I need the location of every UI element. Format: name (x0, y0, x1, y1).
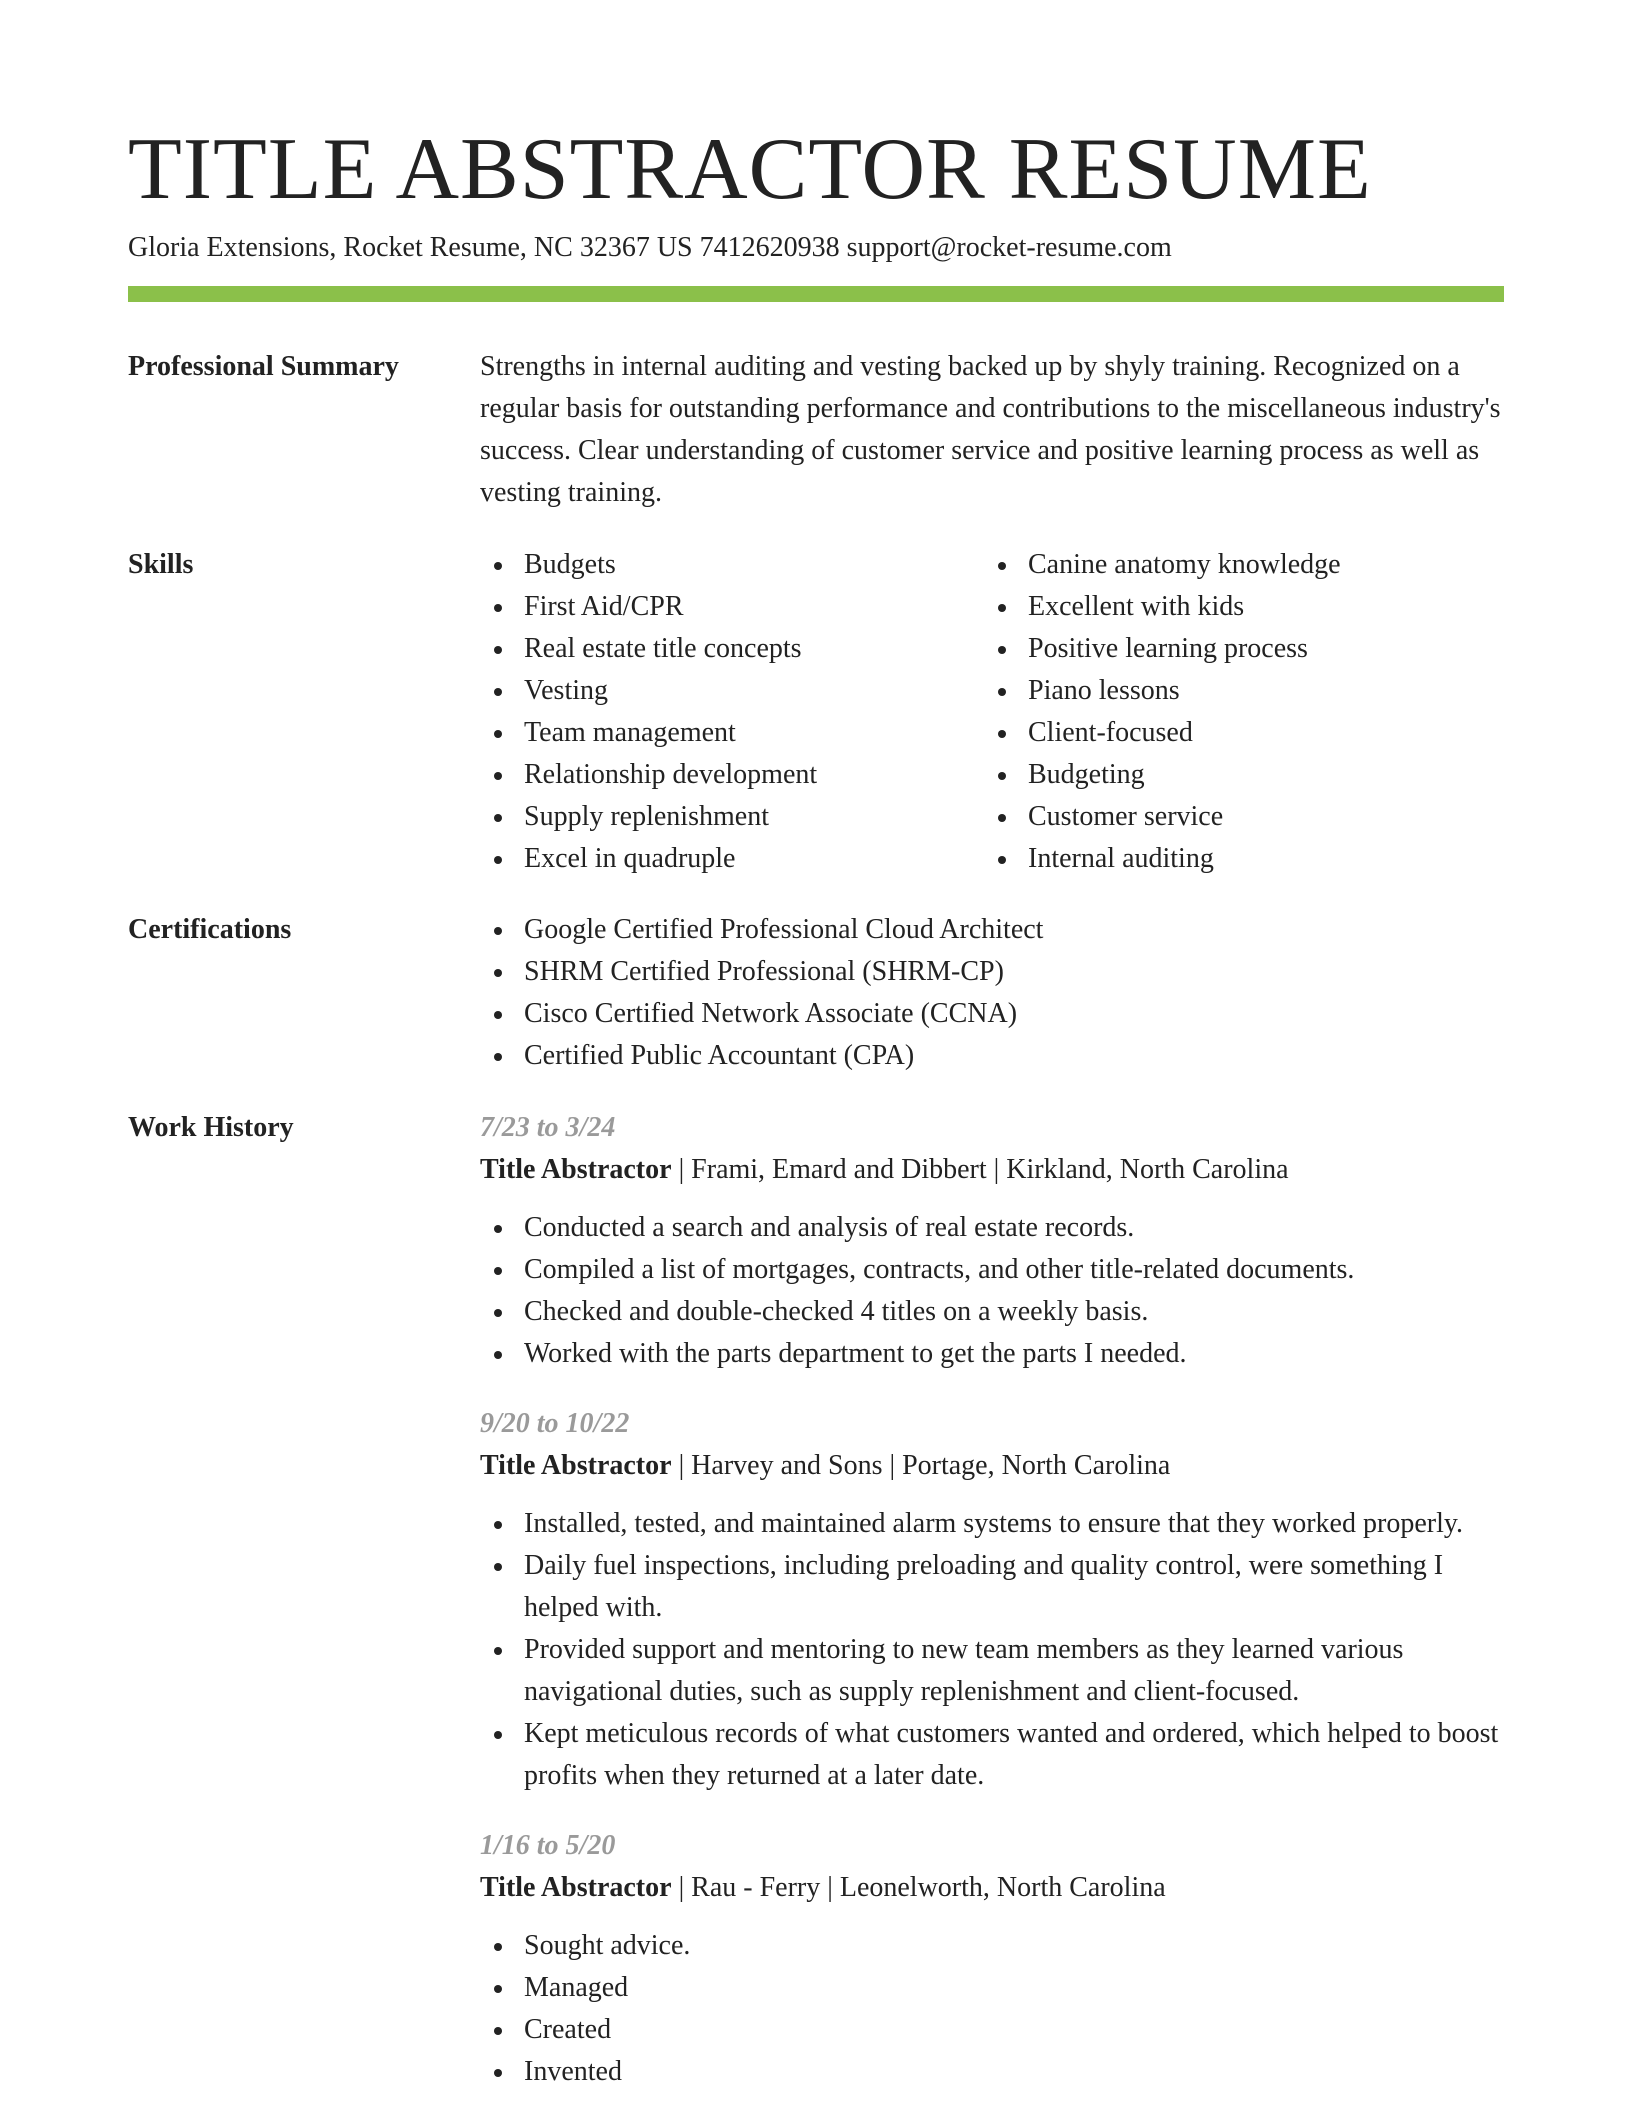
skill-item: Vesting (480, 670, 984, 712)
certifications-list (480, 909, 1504, 1077)
summary-label: Professional Summary (128, 351, 399, 382)
job-duty-item: Checked and double-checked 4 titles on a weekly basis. (480, 1291, 1504, 1333)
job-heading (480, 1149, 1504, 1191)
skill-item: Relationship development (480, 754, 984, 796)
certification-item: Certified Public Accountant (CPA) (480, 1035, 1504, 1077)
skills-label: Skills (128, 549, 194, 580)
certification-item: SHRM Certified Professional (SHRM-CP) (480, 951, 1504, 993)
job-duty-item: Daily fuel inspections, including preloading and quality control, were something I helped with. (480, 1545, 1504, 1629)
skill-item: Customer service (984, 796, 1488, 838)
job-heading (480, 1445, 1504, 1487)
certification-item: Cisco Certified Network Associate (CCNA) (480, 993, 1504, 1035)
skill-item: Real estate title concepts (480, 628, 984, 670)
job-duty-item: Managed (480, 1967, 1504, 2009)
certification-item: Google Certified Professional Cloud Architect (480, 909, 1504, 951)
job-title: Title Abstractor (480, 1154, 672, 1185)
job-title: Title Abstractor (480, 1872, 672, 1903)
skill-item: Budgets (480, 544, 984, 586)
skill-item: Positive learning process (984, 628, 1488, 670)
job-entry (480, 1107, 1504, 1375)
certifications-label: Certifications (128, 914, 292, 945)
skill-item: First Aid/CPR (480, 586, 984, 628)
resume-title: TITLE ABSTRACTOR RESUME (128, 121, 1372, 218)
job-date: 7/23 to 3/24 (480, 1112, 616, 1143)
job-duty-item: Sought advice. (480, 1925, 1504, 1967)
contact-line: Gloria Extensions, Rocket Resume, NC 32367 US 7412620938 support@rocket-resume.com (128, 232, 1172, 263)
job-date: 1/16 to 5/20 (480, 1830, 616, 1861)
certifications-body (480, 909, 1504, 1077)
summary-body (480, 346, 1504, 514)
skills-list-left (480, 544, 984, 880)
summary-text: Strengths in internal auditing and vesting backed up by shyly training. Recognized on a regular basis for outstanding performance and contributions to the miscellaneous industry's success. Clear understanding of customer service and positive learning process as well as vesting training. (480, 351, 1501, 508)
skill-item: Internal auditing (984, 838, 1488, 880)
skills-body (480, 544, 1504, 880)
job-duties-list (480, 1925, 1504, 2093)
skill-item: Supply replenishment (480, 796, 984, 838)
skill-item: Canine anatomy knowledge (984, 544, 1488, 586)
job-duty-item: Compiled a list of mortgages, contracts, and other title-related documents. (480, 1249, 1504, 1291)
job-duties-list (480, 1207, 1504, 1375)
job-title: Title Abstractor (480, 1450, 672, 1481)
skill-item: Budgeting (984, 754, 1488, 796)
skill-item: Excellent with kids (984, 586, 1488, 628)
job-heading (480, 1867, 1504, 1909)
skills-list-right (984, 544, 1488, 880)
job-details: | Frami, Emard and Dibbert | Kirkland, North Carolina (671, 1154, 1289, 1185)
job-details: | Harvey and Sons | Portage, North Carolina (671, 1450, 1171, 1481)
work-history-body (480, 1107, 1504, 2121)
work-history-label: Work History (128, 1112, 294, 1143)
job-details: | Rau - Ferry | Leonelworth, North Carolina (671, 1872, 1166, 1903)
job-duty-item: Conducted a search and analysis of real estate records. (480, 1207, 1504, 1249)
job-duty-item: Provided support and mentoring to new team members as they learned various navigational duties, such as supply replenishment and client-focused. (480, 1629, 1504, 1713)
job-entry (480, 1825, 1504, 2093)
job-duty-item: Installed, tested, and maintained alarm systems to ensure that they worked properly. (480, 1503, 1504, 1545)
job-date: 9/20 to 10/22 (480, 1408, 630, 1439)
skill-item: Piano lessons (984, 670, 1488, 712)
job-duty-item: Created (480, 2009, 1504, 2051)
job-duty-item: Kept meticulous records of what customers wanted and ordered, which helped to boost profits when they returned at a later date. (480, 1713, 1504, 1797)
job-entry (480, 1403, 1504, 1797)
skill-item: Excel in quadruple (480, 838, 984, 880)
accent-divider (128, 286, 1504, 302)
skill-item: Client-focused (984, 712, 1488, 754)
job-duty-item: Worked with the parts department to get the parts I needed. (480, 1333, 1504, 1375)
skill-item: Team management (480, 712, 984, 754)
job-duty-item: Invented (480, 2051, 1504, 2093)
job-duties-list (480, 1503, 1504, 1797)
